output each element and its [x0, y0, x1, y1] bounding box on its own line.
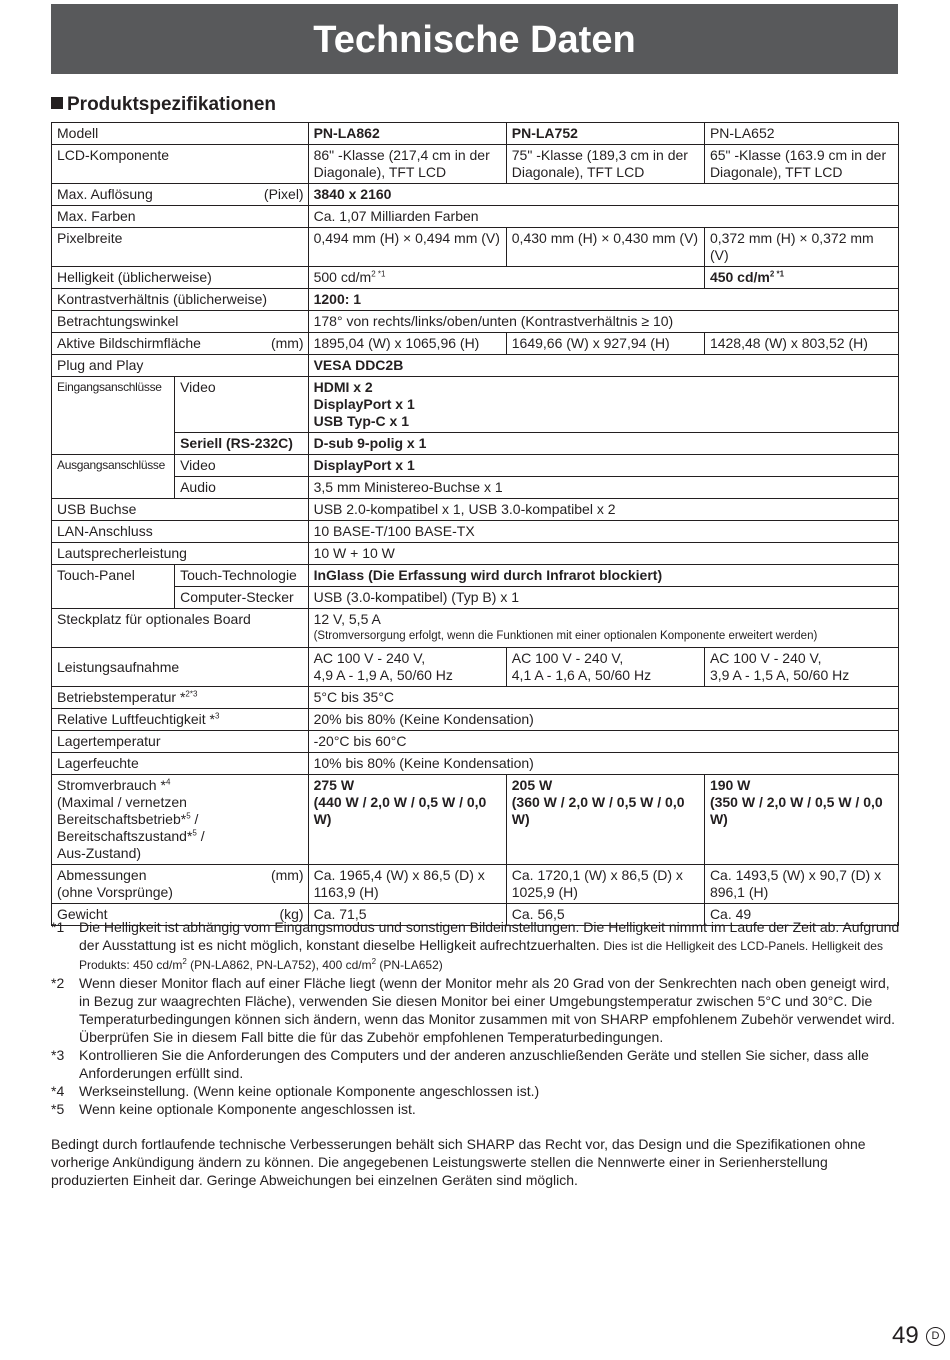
- table-row: [52, 311, 899, 333]
- model-header: PN-LA862: [308, 123, 506, 145]
- table-row: [52, 433, 899, 455]
- cell-value: 86" -Klasse (217,4 cm in der Diagonale), TFT LCD: [308, 145, 506, 184]
- cell-value: USB (3.0-kompatibel) (Typ B) x 1: [308, 587, 898, 609]
- row-label: Pixelbreite: [52, 228, 309, 267]
- row-label-text: Betriebstemperatur *: [57, 689, 186, 705]
- label-line: [57, 811, 304, 828]
- table-row: [52, 731, 899, 753]
- row-label-text: /: [190, 811, 199, 827]
- cell-value: D-sub 9-polig x 1: [308, 433, 898, 455]
- cell-value: 65" -Klasse (163.9 cm in der Diagonale), TFT LCD: [704, 145, 898, 184]
- cell-value: 10% bis 80% (Keine Kondensation): [308, 753, 898, 775]
- value-line: 4,1 A - 1,6 A, 50/60 Hz: [511, 667, 652, 683]
- superscript: 3: [214, 711, 220, 721]
- footnote-3: [51, 1046, 901, 1082]
- cell-value: [308, 648, 506, 687]
- row-label: Plug and Play: [52, 355, 309, 377]
- cell-value: 10 W + 10 W: [308, 543, 898, 565]
- cell-value: -20°C bis 60°C: [308, 731, 898, 753]
- cell-value: [704, 267, 898, 289]
- unit-label: (Pixel): [263, 186, 304, 202]
- superscript: 5: [192, 828, 197, 838]
- sub-label: Seriell (RS-232C): [175, 433, 309, 455]
- table-row: [52, 648, 899, 687]
- cell-value: 10 BASE-T/100 BASE-TX: [308, 521, 898, 543]
- table-row: [52, 609, 899, 648]
- table-row: [52, 499, 899, 521]
- footnote-marker: *1: [51, 919, 65, 935]
- value-note: (Stromversorgung erfolgt, wenn die Funktionen mit einer optionalen Komponente erweitert werden): [313, 630, 818, 642]
- table-row: [52, 521, 899, 543]
- footnote-marker: *5: [51, 1101, 65, 1117]
- row-label: LCD-Komponente: [52, 145, 309, 184]
- cell-value: [704, 775, 898, 865]
- row-label: Lagerfeuchte: [52, 753, 309, 775]
- table-row: [52, 206, 899, 228]
- cell-value: Ca. 56,5: [506, 904, 704, 926]
- cell-value: Ca. 1,07 Milliarden Farben: [308, 206, 898, 228]
- cell-value: Ca. 49: [704, 904, 898, 926]
- page-title: Technische Daten: [51, 4, 898, 74]
- cell-value: 3,5 mm Ministereo-Buchse x 1: [308, 477, 898, 499]
- label-line: Aus-Zustand): [57, 845, 142, 861]
- cell-value: [308, 609, 898, 648]
- value-line: 190 W: [709, 777, 751, 793]
- cell-value: 1200: 1: [308, 289, 898, 311]
- cell-value: 75" -Klasse (189,3 cm in der Diagonale), TFT LCD: [506, 145, 704, 184]
- value-text: 500 cd/m: [313, 269, 372, 285]
- row-label: [52, 687, 309, 709]
- row-label-text: Stromverbrauch *: [57, 777, 166, 793]
- footnote-text: Werkseinstellung. (Wenn keine optionale Komponente angeschlossen ist.): [79, 1083, 540, 1099]
- superscript: 2*3: [185, 689, 198, 699]
- row-label: Helligkeit (üblicherweise): [52, 267, 309, 289]
- table-row: [52, 355, 899, 377]
- value-line: AC 100 V - 240 V,: [511, 650, 624, 666]
- superscript: 4: [165, 777, 171, 787]
- row-label-text: Aktive Bildschirmfläche: [57, 335, 201, 351]
- row-label-text: Abmessungen: [57, 867, 147, 883]
- row-label: Kontrastverhältnis (üblicherweise): [52, 289, 309, 311]
- unit-label: (mm): [270, 867, 304, 883]
- value-line: DisplayPort x 1: [313, 396, 415, 412]
- row-label: [52, 865, 309, 904]
- cell-value: 20% bis 80% (Keine Kondensation): [308, 709, 898, 731]
- footnote-text: [79, 918, 901, 974]
- unit-label: (mm): [270, 335, 304, 351]
- table-row: [52, 687, 899, 709]
- footnote-small-text: (PN-LA652): [376, 958, 443, 972]
- section-title: Produktspezifikationen: [67, 94, 277, 115]
- table-row: [52, 865, 899, 904]
- cell-value: 0,494 mm (H) × 0,494 mm (V): [308, 228, 506, 267]
- row-label: Eingangsanschlüsse: [52, 377, 175, 455]
- cell-value: 1895,04 (W) x 1065,96 (H): [308, 333, 506, 355]
- row-label: LAN-Anschluss: [52, 521, 309, 543]
- cell-value: DisplayPort x 1: [308, 455, 898, 477]
- value-text: 450 cd/m: [709, 269, 770, 285]
- table-row: [52, 228, 899, 267]
- table-row: [52, 145, 899, 184]
- superscript: 5: [186, 811, 191, 821]
- table-row: [52, 753, 899, 775]
- cell-value: Ca. 1965,4 (W) x 86,5 (D) x 1163,9 (H): [308, 865, 506, 904]
- value-line: (350 W / 2,0 W / 0,5 W / 0,0 W): [709, 794, 883, 827]
- footnote-marker: *2: [51, 975, 65, 991]
- table-row: [52, 377, 899, 433]
- row-label: USB Buchse: [52, 499, 309, 521]
- square-bullet-icon: [51, 97, 63, 109]
- footnote-marker: *4: [51, 1083, 65, 1099]
- table-row: [52, 267, 899, 289]
- cell-value: 0,372 mm (H) × 0,372 mm (V): [704, 228, 898, 267]
- section-heading: [51, 94, 276, 116]
- superscript: 2 *1: [769, 269, 785, 279]
- value-line: 3,9 A - 1,5 A, 50/60 Hz: [709, 667, 850, 683]
- footnote-2: [51, 974, 901, 1046]
- row-label-text: Bereitschaftsbetrieb*: [57, 811, 187, 827]
- label-line: (ohne Vorsprünge): [57, 884, 173, 900]
- cell-value: Ca. 71,5: [308, 904, 506, 926]
- row-label: [52, 333, 309, 355]
- table-row: [52, 543, 899, 565]
- cell-value: [506, 775, 704, 865]
- footnotes: [51, 918, 901, 1118]
- sub-label: Computer-Stecker: [175, 587, 309, 609]
- sub-label: Video: [175, 455, 309, 477]
- row-label-text: Relative Luftfeuchtigkeit *: [57, 711, 215, 727]
- footnote-small-text: (PN-LA862, PN-LA752), 400 cd/m: [186, 958, 372, 972]
- row-label-text: /: [196, 828, 205, 844]
- value-line: AC 100 V - 240 V,: [709, 650, 822, 666]
- model-header: PN-LA652: [704, 123, 898, 145]
- row-label: Modell: [52, 123, 309, 145]
- row-label: [52, 775, 309, 865]
- row-label-text: Max. Auflösung: [57, 186, 153, 202]
- spec-table: [51, 122, 899, 926]
- footnote-body: Die Helligkeit ist abhängig vom Eingangsmodus und sonstigen Bildeinstellungen. Die Helligkeit nimmt im Laufe der Zeit ab. Aufgrund der Ausstattung ist es nicht möglich, konstant dieselbe Helligkeit aufrechtzuerhalten.: [79, 919, 900, 953]
- superscript: 2 *1: [371, 269, 386, 279]
- table-row: [52, 587, 899, 609]
- language-badge: D: [926, 1327, 945, 1346]
- footnote-text: Wenn keine optionale Komponente angeschlossen ist.: [79, 1101, 416, 1117]
- cell-value: Ca. 1720,1 (W) x 86,5 (D) x 1025,9 (H): [506, 865, 704, 904]
- row-label: [52, 184, 309, 206]
- table-row: [52, 477, 899, 499]
- cell-value: 3840 x 2160: [308, 184, 898, 206]
- row-label: Lautsprecherleistung: [52, 543, 309, 565]
- footnote-5: [51, 1100, 901, 1118]
- row-label: Lagertemperatur: [52, 731, 309, 753]
- cell-value: [308, 377, 898, 433]
- value-line: (360 W / 2,0 W / 0,5 W / 0,0 W): [511, 794, 685, 827]
- row-label: Steckplatz für optionales Board: [52, 609, 309, 648]
- table-row: [52, 455, 899, 477]
- row-label: Max. Farben: [52, 206, 309, 228]
- unit-label: (kg): [279, 906, 304, 922]
- cell-value: InGlass (Die Erfassung wird durch Infrarot blockiert): [308, 565, 898, 587]
- cell-value: [506, 648, 704, 687]
- label-line: [57, 777, 304, 794]
- cell-value: VESA DDC2B: [308, 355, 898, 377]
- table-row: [52, 184, 899, 206]
- value-line: USB Typ-C x 1: [313, 413, 410, 429]
- value-line: (440 W / 2,0 W / 0,5 W / 0,0 W): [313, 794, 487, 827]
- row-label: [52, 709, 309, 731]
- table-row: [52, 565, 899, 587]
- value-line: HDMI x 2: [313, 379, 373, 395]
- row-label: Touch-Panel: [52, 565, 175, 609]
- footnote-text: Wenn dieser Monitor flach auf einer Fläche liegt (wenn der Monitor mehr als 20 Grad von der Senkrechten nach oben geneigt wird, in Bezug zur waagrechten Fläche), verwenden Sie diesen Monitor bei einer Umgebungstemperatur zwischen 5°C und 30°C. Die Temperaturbedingungen können sich ändern, wenn das Monitor zusammen mit von SHARP empfohlenem Zubehör verwendet wird. Überprüfen Sie in diesem Fall bitte die für das Zubehör empfohlenen Temperaturbedingungen.: [79, 975, 896, 1045]
- value-line: 205 W: [511, 777, 553, 793]
- superscript: 2: [182, 957, 187, 966]
- page-number: 49: [892, 1322, 919, 1349]
- table-row: [52, 775, 899, 865]
- row-label: Betrachtungswinkel: [52, 311, 309, 333]
- sub-label: Audio: [175, 477, 309, 499]
- label-line: [57, 867, 304, 884]
- value-line: 4,9 A - 1,9 A, 50/60 Hz: [313, 667, 453, 683]
- table-row: [52, 123, 899, 145]
- footnote-1: [51, 918, 901, 974]
- disclaimer: Bedingt durch fortlaufende technische Verbesserungen behält sich SHARP das Recht vor, das Design und die Spezifikationen ohne vorherige Ankündigung ändern zu können. Die angegebenen Leistungswerte stellen die Nennwerte einer in Serienherstellung produzierten Einheit dar. Geringe Abweichungen bei einzelnen Geräten sind möglich.: [51, 1136, 866, 1188]
- value-line: 12 V, 5,5 A: [313, 611, 381, 627]
- row-label-text: Bereitschaftszustand*: [57, 828, 193, 844]
- table-row: [52, 709, 899, 731]
- label-line: [57, 828, 304, 845]
- superscript: 2: [371, 957, 377, 966]
- row-label: Leistungsaufnahme: [52, 648, 309, 687]
- footnote-4: [51, 1082, 901, 1100]
- sub-label: Video: [175, 377, 309, 433]
- value-line: 275 W: [313, 777, 355, 793]
- sub-label: Touch-Technologie: [175, 565, 309, 587]
- cell-value: [308, 267, 704, 289]
- footnote-marker: *3: [51, 1047, 65, 1063]
- footnote-text: Kontrollieren Sie die Anforderungen des Computers und der anderen anzuschließenden Geräte und stellen Sie sicher, dass alle Anforderungen erfüllt sind.: [79, 1047, 869, 1081]
- model-header: PN-LA752: [506, 123, 704, 145]
- cell-value: 1428,48 (W) x 803,52 (H): [704, 333, 898, 355]
- table-row: [52, 289, 899, 311]
- cell-value: 5°C bis 35°C: [308, 687, 898, 709]
- cell-value: Ca. 1493,5 (W) x 90,7 (D) x 896,1 (H): [704, 865, 898, 904]
- cell-value: USB 2.0-kompatibel x 1, USB 3.0-kompatibel x 2: [308, 499, 898, 521]
- footnote-small-text: Dies ist die Helligkeit des LCD-Panels. Helligkeit des Produkts: 450 cd/m: [79, 939, 883, 972]
- row-label: Ausgangsanschlüsse: [52, 455, 175, 499]
- cell-value: [704, 648, 898, 687]
- table-row: [52, 333, 899, 355]
- cell-value: 1649,66 (W) x 927,94 (H): [506, 333, 704, 355]
- value-line: AC 100 V - 240 V,: [313, 650, 426, 666]
- row-label-text: Gewicht: [57, 906, 108, 922]
- label-line: (Maximal / vernetzen: [57, 794, 187, 810]
- cell-value: 0,430 mm (H) × 0,430 mm (V): [506, 228, 704, 267]
- cell-value: [308, 775, 506, 865]
- cell-value: 178° von rechts/links/oben/unten (Kontrastverhältnis ≥ 10): [308, 311, 898, 333]
